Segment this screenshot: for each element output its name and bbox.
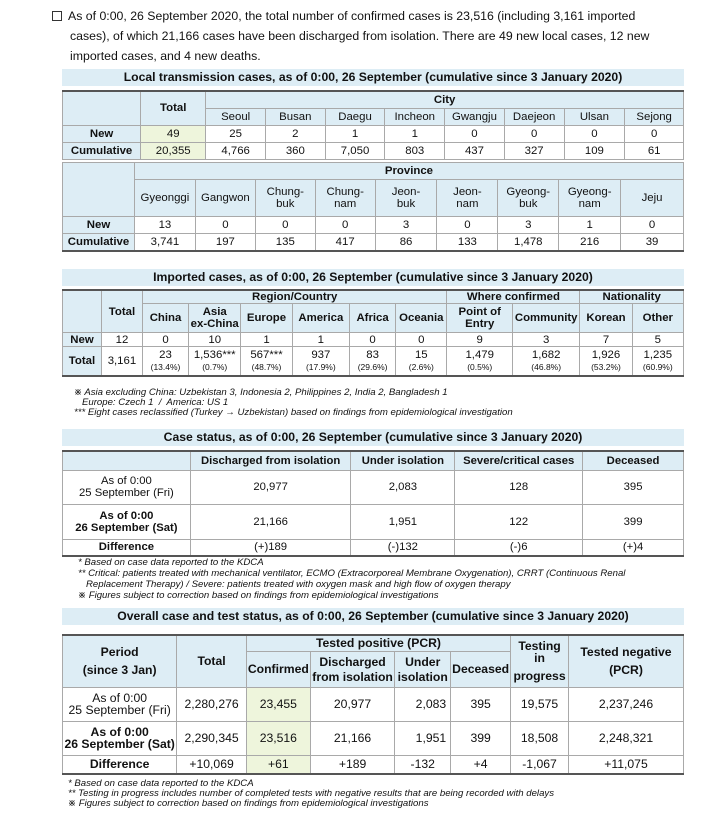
imported-new-value: 3 (513, 333, 580, 347)
province-cumulative-value: 3,741 (134, 234, 195, 251)
status-cell: 395 (583, 470, 684, 504)
overall-cell: 2,290,345 (177, 721, 247, 755)
city-new-value: 0 (564, 125, 625, 142)
overall-cell: -132 (395, 755, 451, 774)
status-cell: 2,083 (351, 470, 455, 504)
col-under-isolation: Under isolation (351, 451, 455, 470)
city-cumulative-value: 61 (625, 142, 684, 159)
city-new-value: 0 (445, 125, 505, 142)
province-new-value: 13 (134, 217, 195, 234)
overall-cell: +61 (246, 755, 310, 774)
status-note-4: ※ Figures subject to correction based on findings from epidemiological investigations (78, 590, 439, 601)
imported-new-total: 12 (101, 333, 142, 347)
city-name: Incheon (385, 108, 445, 125)
province-name: Gangwon (195, 180, 255, 217)
col-under-isolation: Under isolation (395, 651, 451, 687)
province-cumulative-value: 197 (195, 234, 255, 251)
imported-percent: (53.2%) (591, 361, 621, 372)
overall-cell: 2,248,321 (568, 721, 683, 755)
col-deceased: Deceased (451, 651, 511, 687)
total-row-label: Total (63, 347, 102, 376)
intro-paragraph (52, 6, 682, 66)
imported-percent: (60.9%) (642, 361, 673, 372)
city-name: Ulsan (564, 108, 625, 125)
intro-line-3: imported cases, and 4 new deaths. (70, 49, 261, 63)
imported-total-value: 3,161 (101, 347, 142, 376)
overall-status-table (62, 634, 684, 775)
province-new-value: 0 (621, 217, 684, 234)
imported-new-value: 7 (580, 333, 632, 347)
province-new-value: 3 (375, 217, 437, 234)
province-name: Jeju (621, 180, 684, 217)
imported-note-3: *** Eight cases reclassified (Turkey → Uzbekistan) based on findings from epidemiological investigation (74, 407, 513, 418)
city-name: Seoul (206, 108, 266, 125)
province-name: Gyeonggi (134, 180, 195, 217)
overall-cell: 20,977 (310, 687, 394, 721)
col-africa: Africa (350, 304, 396, 333)
overall-difference-label: Difference (63, 755, 177, 774)
province-new-value: 1 (559, 217, 621, 234)
overall-status-title: Overall case and test status, as of 0:00, 26 September (cumulative since 3 January 2020) (62, 608, 684, 625)
intro-line-2: cases), of which 21,166 cases have been discharged from isolation. There are 49 new local cases, 12 new (70, 29, 650, 43)
imported-total-value: 1,479 (0.5%) (447, 347, 513, 376)
imported-percent: (17.9%) (305, 361, 336, 372)
city-cumulative-value: 7,050 (325, 142, 385, 159)
overall-note-2: ** Testing in progress includes number of completed tests with negative results that are being recorded with delays (68, 788, 554, 799)
overall-cell: 21,166 (310, 721, 394, 755)
col-oceania: Oceania (396, 304, 447, 333)
province-name: Gyeong- nam (559, 180, 621, 217)
province-cumulative-value: 135 (255, 234, 315, 251)
city-cumulative-value: 4,766 (206, 142, 266, 159)
city-name: Busan (265, 108, 325, 125)
city-cumulative-value: 109 (564, 142, 625, 159)
province-name: Chung- nam (315, 180, 375, 217)
imported-total-value: 1,682 (46.8%) (513, 347, 580, 376)
city-new-value: 0 (625, 125, 684, 142)
status-difference-label: Difference (63, 539, 191, 556)
imported-total-value: 15 (2.6%) (396, 347, 447, 376)
imported-percent: (46.8%) (531, 361, 562, 372)
overall-row-26-sep-label: As of 0:00 26 September (Sat) (63, 721, 177, 755)
intro-line-1: As of 0:00, 26 September 2020, the total number of confirmed cases is 23,516 (including 3,161 imported (52, 6, 682, 26)
imported-total-header: Total (101, 290, 142, 333)
imported-total-value: 83 (29.6%) (350, 347, 396, 376)
province-name: Jeon- nam (437, 180, 498, 217)
status-row-25-sep-label: As of 0:00 25 September (Fri) (63, 470, 191, 504)
overall-cell: 2,237,246 (568, 687, 683, 721)
imported-percent: (48.7%) (251, 361, 282, 372)
where-confirmed-header: Where confirmed (447, 290, 580, 304)
imported-new-value: 10 (189, 333, 241, 347)
imported-total-value: 1,926 (53.2%) (580, 347, 632, 376)
status-cell: (-)6 (455, 539, 583, 556)
imported-total-value: 937 (17.9%) (292, 347, 349, 376)
status-cell: (+)189 (190, 539, 351, 556)
imported-note-1: ※ Asia excluding China: Uzbekistan 3, Indonesia 2, Philippines 2, India 2, Bangladesh 1 (74, 387, 448, 398)
case-status-table (62, 450, 684, 557)
city-name: Sejong (625, 108, 684, 125)
province-new-value: 0 (315, 217, 375, 234)
province-cumulative-value: 1,478 (498, 234, 559, 251)
overall-cell: +10,069 (177, 755, 247, 774)
local-total-new: 49 (141, 125, 206, 142)
city-name: Gwangju (445, 108, 505, 125)
imported-total-value: 567*** (48.7%) (241, 347, 292, 376)
col-confirmed: Confirmed (246, 651, 310, 687)
province-table (62, 162, 684, 252)
cumulative-row-label: Cumulative (63, 142, 141, 159)
overall-cell: 19,575 (511, 687, 569, 721)
col-discharged: Discharged from isolation (310, 651, 394, 687)
overall-note-3: ※ Figures subject to correction based on findings from epidemiological investigations (68, 798, 429, 809)
col-community: Community (513, 304, 580, 333)
city-new-value: 25 (206, 125, 266, 142)
imported-percent: (13.4%) (150, 361, 181, 372)
status-cell: 20,977 (190, 470, 351, 504)
province-name: Gyeong- buk (498, 180, 559, 217)
province-cumulative-value: 86 (375, 234, 437, 251)
province-name: Chung- buk (255, 180, 315, 217)
city-cumulative-value: 803 (385, 142, 445, 159)
imported-new-value: 1 (241, 333, 292, 347)
tested-positive-header: Tested positive (PCR) (246, 635, 510, 651)
city-cumulative-value: 437 (445, 142, 505, 159)
imported-percent: (0.7%) (202, 361, 228, 372)
overall-note-1: * Based on case data reported to the KDCA (68, 778, 254, 789)
overall-cell: 399 (451, 721, 511, 755)
imported-total-value: 23 (13.4%) (142, 347, 188, 376)
status-cell: (+)4 (583, 539, 684, 556)
cumulative-row-label: Cumulative (63, 234, 135, 251)
nationality-header: Nationality (580, 290, 684, 304)
overall-cell: 18,508 (511, 721, 569, 755)
col-deceased: Deceased (583, 451, 684, 470)
local-cases-table (62, 90, 684, 160)
status-cell: (-)132 (351, 539, 455, 556)
overall-cell: 23,455 (246, 687, 310, 721)
imported-percent: (2.6%) (408, 361, 434, 372)
col-europe: Europe (241, 304, 292, 333)
city-new-value: 2 (265, 125, 325, 142)
status-cell: 128 (455, 470, 583, 504)
col-other: Other (632, 304, 683, 333)
status-cell: 1,951 (351, 504, 455, 539)
status-note-2: ** Critical: patients treated with mechanical ventilator, ECMO (Extracorporeal Membrane Oxygenation), CRRT (Continuous Renal (78, 568, 626, 579)
col-korean: Korean (580, 304, 632, 333)
imported-note-2: Europe: Czech 1 / America: US 1 (74, 397, 229, 408)
imported-total-value: 1,536*** (0.7%) (189, 347, 241, 376)
status-row-26-sep-label: As of 0:00 26 September (Sat) (63, 504, 191, 539)
overall-cell: +11,075 (568, 755, 683, 774)
overall-cell: 23,516 (246, 721, 310, 755)
col-point-of-entry: Point of Entry (447, 304, 513, 333)
new-row-label: New (63, 125, 141, 142)
case-status-title: Case status, as of 0:00, 26 September (cumulative since 3 January 2020) (62, 429, 684, 446)
city-new-value: 1 (325, 125, 385, 142)
overall-cell: 2,280,276 (177, 687, 247, 721)
new-row-label: New (63, 333, 102, 347)
imported-percent: (29.6%) (357, 361, 388, 372)
province-header: Province (134, 163, 683, 180)
new-row-label: New (63, 217, 135, 234)
status-cell: 399 (583, 504, 684, 539)
city-name: Daejeon (504, 108, 564, 125)
status-cell: 21,166 (190, 504, 351, 539)
imported-cases-title: Imported cases, as of 0:00, 26 September (cumulative since 3 January 2020) (62, 269, 684, 286)
overall-cell: +189 (310, 755, 394, 774)
imported-new-value: 9 (447, 333, 513, 347)
overall-cell: 395 (451, 687, 511, 721)
col-severe-critical: Severe/critical cases (455, 451, 583, 470)
overall-row-25-sep-label: As of 0:00 25 September (Fri) (63, 687, 177, 721)
col-discharged: Discharged from isolation (190, 451, 351, 470)
imported-new-value: 5 (632, 333, 683, 347)
col-asia: Asia ex-China (189, 304, 241, 333)
city-header: City (206, 91, 684, 108)
status-cell: 122 (455, 504, 583, 539)
overall-total-header: Total (177, 635, 247, 687)
city-cumulative-value: 327 (504, 142, 564, 159)
imported-percent: (0.5%) (467, 361, 493, 372)
tested-negative-header: Tested negative (PCR) (568, 635, 683, 687)
col-america: America (292, 304, 349, 333)
city-new-value: 1 (385, 125, 445, 142)
city-new-value: 0 (504, 125, 564, 142)
imported-new-value: 1 (292, 333, 349, 347)
imported-new-value: 0 (350, 333, 396, 347)
province-name: Jeon- buk (375, 180, 437, 217)
province-new-value: 3 (498, 217, 559, 234)
status-note-1: * Based on case data reported to the KDCA (78, 557, 264, 568)
overall-cell: 1,951 (395, 721, 451, 755)
period-header: Period (since 3 Jan) (63, 635, 177, 687)
local-total-header: Total (141, 91, 206, 125)
region-header: Region/Country (142, 290, 446, 304)
imported-total-value: 1,235 (60.9%) (632, 347, 683, 376)
province-new-value: 0 (195, 217, 255, 234)
col-china: China (142, 304, 188, 333)
city-cumulative-value: 360 (265, 142, 325, 159)
province-cumulative-value: 216 (559, 234, 621, 251)
imported-new-value: 0 (396, 333, 447, 347)
province-new-value: 0 (255, 217, 315, 234)
status-note-3: Replacement Therapy) / Severe: patients treated with oxygen mask and high flow of oxygen therapy (78, 579, 511, 590)
imported-cases-table (62, 289, 684, 377)
overall-cell: 2,083 (395, 687, 451, 721)
checkbox-bullet-icon (52, 11, 62, 21)
province-cumulative-value: 39 (621, 234, 684, 251)
local-cases-title: Local transmission cases, as of 0:00, 26 September (cumulative since 3 January 2020) (62, 69, 684, 86)
local-total-cumulative: 20,355 (141, 142, 206, 159)
city-name: Daegu (325, 108, 385, 125)
province-new-value: 0 (437, 217, 498, 234)
overall-cell: -1,067 (511, 755, 569, 774)
province-cumulative-value: 417 (315, 234, 375, 251)
imported-new-value: 0 (142, 333, 188, 347)
testing-in-progress-header: Testing in progress (511, 635, 569, 687)
province-cumulative-value: 133 (437, 234, 498, 251)
overall-cell: +4 (451, 755, 511, 774)
